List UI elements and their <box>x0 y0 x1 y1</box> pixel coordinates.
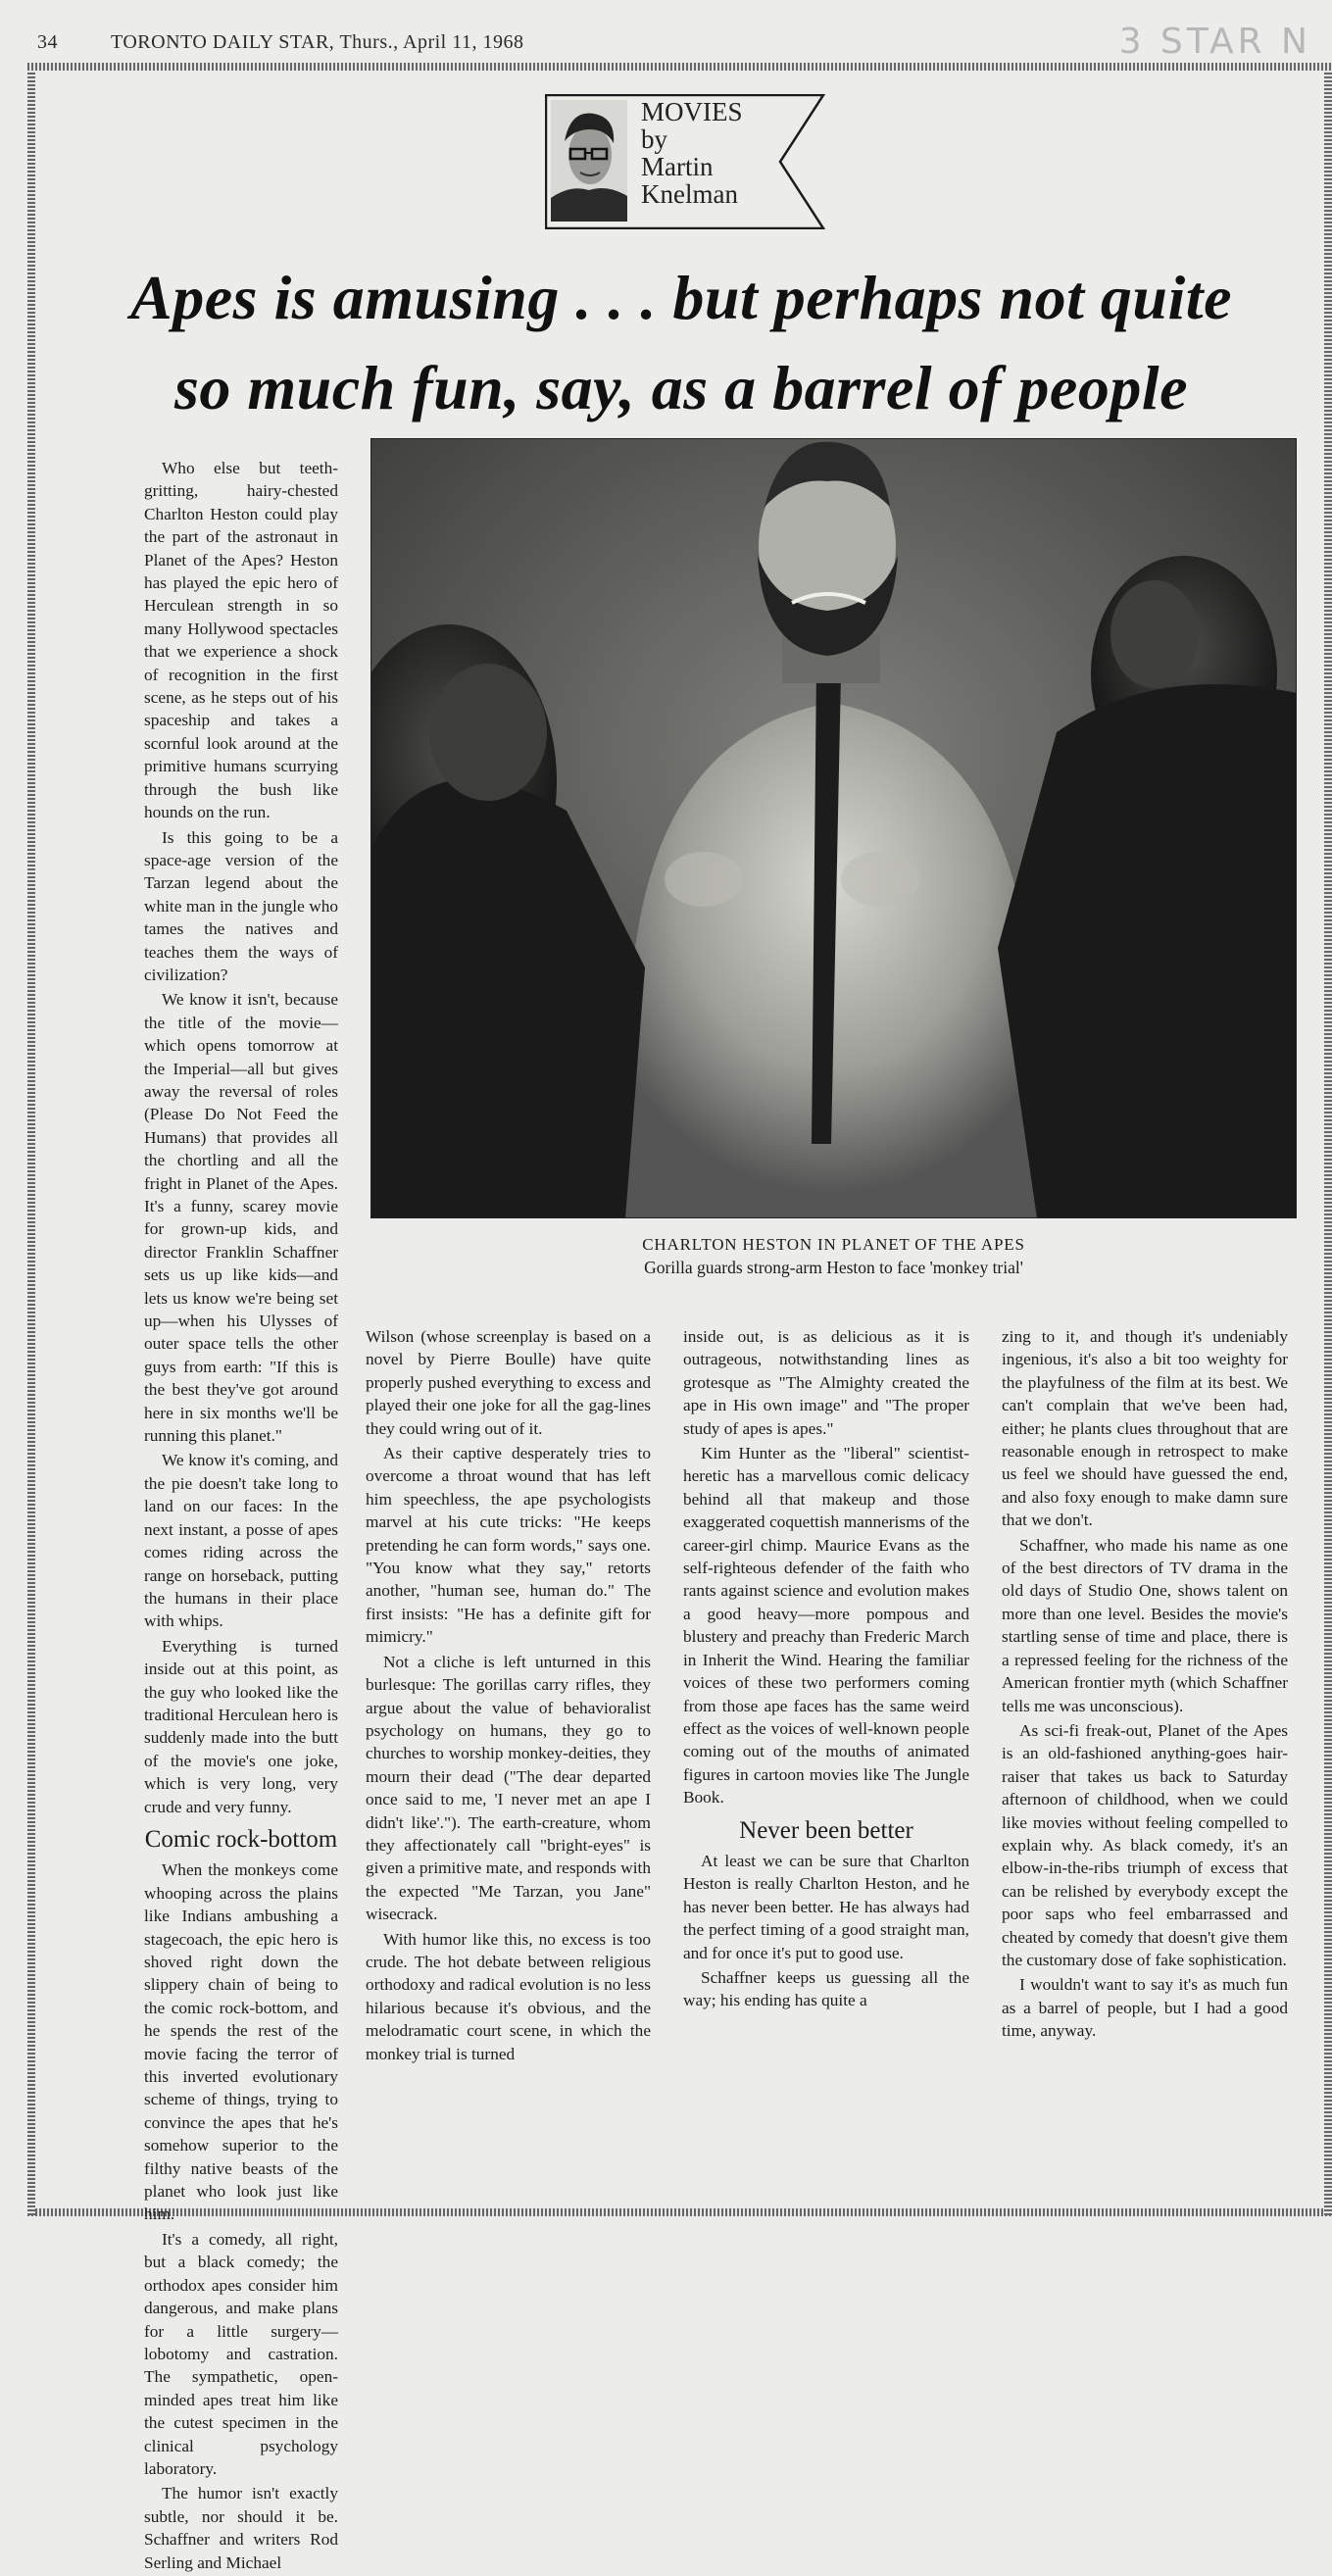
paragraph: It's a comedy, all right, but a black comedy; the orthodox apes consider him dangerous, and make plans for a little surgery—lobotomy and castration. The sympathetic, open-minded apes treat him like the cutest specimen in the clinical psychology laboratory. <box>144 2229 338 2478</box>
page-number: 34 <box>37 31 58 53</box>
paragraph: We know it isn't, because the title of the movie—which opens tomorrow at the Imperial—all but gives away the reversal of roles (Please Do Not Feed the Humans) that provides all the chortling and all the fright in Planet of the Apes. It's a funny, scarey movie for grown-up kids, and director Franklin Schaffner sets us up like kids—and lets us know we're being set up—when his Ulysses of outer space tells the other guys from earth: "If this is the best they've got around here in six months we'll be running this planet." <box>144 990 338 1446</box>
paragraph: Kim Hunter as the "liberal" scientist-heretic has a marvellous comic delicacy behind all that makeup and those exaggerated coquettish mannerisms of the career-girl chimp. Maurice Evans as the self-righteous defender of the faith who rants against science and evolution makes a good heavy—more pompous and blustery and preachy than Frederic March in Inherit the Wind. Hearing the familiar voices of these two performers coming from those ape faces has the same weird effect as the voices of well-known people coming out of the mouths of animated figures in cartoon movies like The Jungle Book. <box>683 1444 969 1808</box>
subhead-comic-rock-bottom: Comic rock-bottom <box>144 1825 338 1853</box>
paragraph: I wouldn't want to say it's as much fun as a barrel of people, but I had a good time, anyway. <box>1002 1975 1288 2041</box>
column-byline <box>545 94 829 229</box>
byline-by: by <box>641 124 667 154</box>
paragraph: Who else but teeth-gritting, hairy-chested Charlton Heston could play the part of the astronaut in Planet of the Apes? Heston has played the epic hero of Herculean strength in so many Hollywood spectacles that we experience a shock of recognition in the first scene, as he steps out of his spaceship and takes a scornful look around at the primitive humans scurrying through the bush like hounds on the run. <box>144 459 338 822</box>
headline-line-2: so much fun, say, as a barrel of people <box>173 353 1189 422</box>
subhead-never-been-better: Never been better <box>739 1816 913 1844</box>
edition-stamp: 3 STAR N <box>1118 22 1311 62</box>
byline-section: MOVIES <box>641 97 743 126</box>
paragraph: At least we can be sure that Charlton Heston is really Charlton Heston, and he has never been better. He has always had the perfect timing of a good straight man, and for once it's put to good use. <box>683 1851 969 1962</box>
byline-text <box>641 98 743 208</box>
paragraph: inside out, is as delicious as it is outrageous, notwithstanding lines as grotesque as "The Almighty created the ape in His own image" and "The proper study of apes is apes." <box>683 1327 969 1438</box>
paragraph: zing to it, and though it's undeniably ingenious, it's also a bit too weighty for the playfulness of the film at its best. We can't complain that we've been had, either; he plants clues throughout that are reasonable enough in retrospect to make us feel we should have guessed the end, and also foxy enough to make damn sure that we don't. <box>1002 1327 1288 1530</box>
left-border <box>27 71 35 2215</box>
paragraph: As their captive desperately tries to overcome a throat wound that has left him speechless, the ape psychologists marvel at his cute tricks: "He keeps pretending he can form words," says one. "You know what they say," retorts another, "human see, human do." The first insists: "He has a definite gift for mimicry." <box>366 1444 651 1647</box>
paragraph: Wilson (whose screenplay is based on a novel by Pierre Boulle) have quite properly pushed everything to excess and played their one joke for all the gag-lines they could wring out of it. <box>366 1327 651 1438</box>
newspaper-dateline: TORONTO DAILY STAR, Thurs., April 11, 1968 <box>111 31 524 53</box>
author-photo <box>551 100 627 222</box>
paragraph: Is this going to be a space-age version of the Tarzan legend about the white man in the jungle who tames the natives and teaches them the ways of civilization? <box>144 827 338 984</box>
article-column-4 <box>1002 1325 1288 2045</box>
byline-last-name: Knelman <box>641 179 738 209</box>
paragraph: We know it's coming, and the pie doesn't take long to land on our faces: In the next instant, a posse of apes comes riding across the range on horseback, putting the humans in their place with whips. <box>144 1451 338 1631</box>
paragraph: Schaffner, who made his name as one of the best directors of TV drama in the old days of Studio One, shows talent on more than one level. Besides the movie's startling sense of time and place, there is a repressed feeling for the richness of the American frontier myth (which Schaffner tells me was unconscious). <box>1002 1535 1288 1715</box>
right-border <box>1324 71 1332 2215</box>
photo-caption <box>370 1235 1297 1278</box>
paragraph: Schaffner keeps us guessing all the way; his ending has quite a <box>683 1967 969 2010</box>
masthead <box>37 22 1311 65</box>
article-column-1 <box>144 457 338 2576</box>
article-column-3 <box>683 1325 969 2014</box>
paragraph: Everything is turned inside out at this point, as the guy who looked like the traditional Herculean hero is suddenly made into the butt of the movie's one joke, which is very long, very crude and very funny. <box>144 1636 338 1816</box>
paragraph: Not a cliche is left unturned in this burlesque: The gorillas carry rifles, they argue about the value of behavioralist psychology on humans, they go to churches to worship monkey-deities, they mourn their dead ("The dear departed once said to me, 'I never met an ape I didn't like'."). The earth-creature, whom they affectionately call "bright-eyes" is given a primitive mate, and responds with the expected "Me Tarzan, you Jane" wisecrack. <box>366 1652 651 1924</box>
paragraph: As sci-fi freak-out, Planet of the Apes is an old-fashioned anything-goes hair-raiser that takes us back to Saturday afternoon of childhood, when we could like movies without feeling compelled to explain why. As black comedy, it's an elbow-in-the-ribs triumph of excess that can be relished by everybody except the poor saps who feel embarrassed and cheated by comedy that doesn't give them the customary dose of fake sophistication. <box>1002 1720 1288 1969</box>
article-photo <box>370 438 1297 1218</box>
article-column-2 <box>366 1325 651 2067</box>
headline-line-1: Apes is amusing . . . but perhaps not quite <box>130 263 1232 332</box>
headline <box>93 253 1269 433</box>
caption-text: Gorilla guards strong-arm Heston to face 'monkey trial' <box>644 1258 1023 1277</box>
top-border <box>27 63 1332 71</box>
byline-first-name: Martin <box>641 152 714 181</box>
paragraph: The humor isn't exactly subtle, nor should it be. Schaffner and writers Rod Serling and Michael <box>144 2484 338 2572</box>
caption-title: CHARLTON HESTON IN PLANET OF THE APES <box>642 1235 1025 1254</box>
paragraph: With humor like this, no excess is too crude. The hot debate between religious orthodoxy and radical evolution is no less hilarious because it's obvious, and the melodramatic court scene, in which the monkey trial is turned <box>366 1929 651 2063</box>
paragraph: When the monkeys come whooping across the plains like Indians ambushing a stagecoach, the epic hero is shoved right down the slippery chain of being to the comic rock-bottom, and he spends the rest of the movie facing the terror of this inverted evolutionary scheme of things, trying to convince the apes that he's somehow superior to the filthy native beasts of the planet who look just like him. <box>144 1860 338 2224</box>
